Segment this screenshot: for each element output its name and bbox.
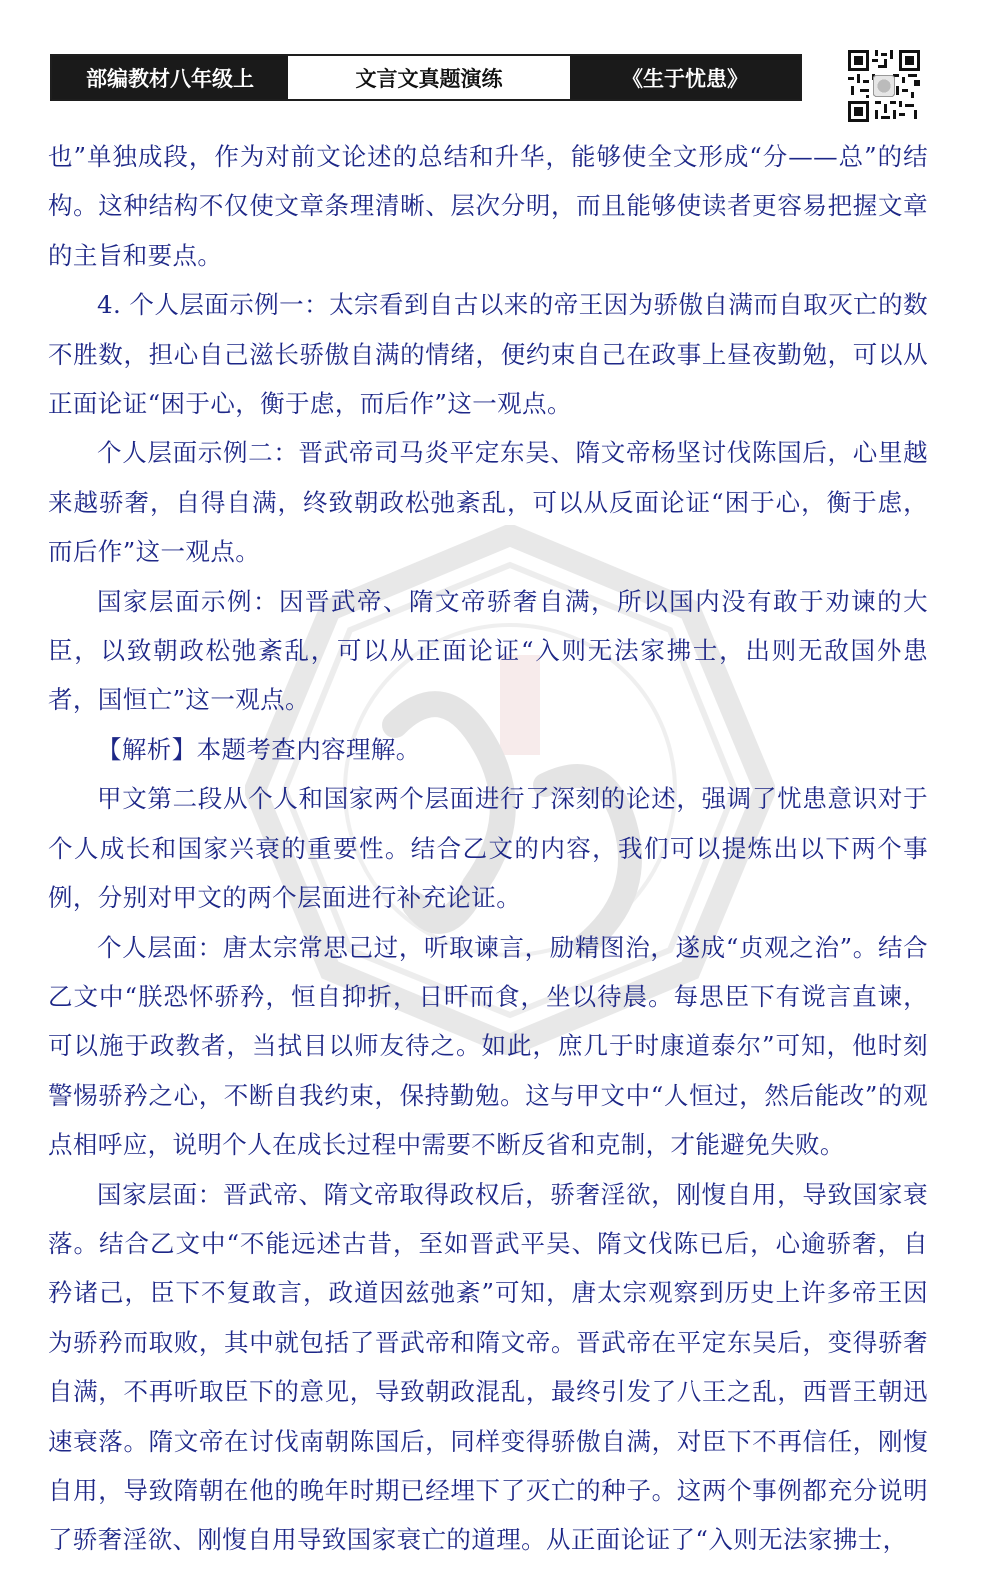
header-section-title: 文言文真题演练: [288, 56, 570, 99]
paragraph-answer-4: 4. 个人层面示例一：太宗看到自古以来的帝王因为骄傲自满而自取灭亡的数不胜数，担心自己滋长骄傲自满的情绪，便约束自己在政事上昼夜勤勉，可以从正面论证“困于心，衡于虑，而后作”这一观点。: [48, 290, 928, 419]
paragraph-national-example: 国家层面示例：因晋武帝、隋文帝骄奢自满，所以国内没有敢于劝谏的大臣，以致朝政松弛紊乱，可以从正面论证“入则无法家拂士，出则无敌国外患者，国恒亡”这一观点。: [48, 586, 928, 715]
paragraph-analysis-heading: 【解析】本题考查内容理解。: [97, 734, 421, 764]
paragraph-example-2: 个人层面示例二：晋武帝司马炎平定东吴、隋文帝杨坚讨伐陈国后，心里越来越骄奢，自得自满，终致朝政松弛紊乱，可以从反面论证“困于心，衡于虑，而后作”这一观点。: [48, 438, 928, 567]
paragraph-analysis-intro: 甲文第二段从个人和国家两个层面进行了深刻的论述，强调了忧患意识对于个人成长和国家兴衰的重要性。结合乙文的内容，我们可以提炼出以下两个事例，分别对甲文的两个层面进行补充论证。: [48, 784, 928, 913]
header-grade-label: 部编教材八年级上: [52, 56, 288, 99]
paragraph-continuation: 也”单独成段，作为对前文论述的总结和升华，能够使全文形成“分——总”的结构。这种结构不仅使文章条理清晰、层次分明，而且能够使读者更容易把握文章的主旨和要点。: [48, 142, 928, 270]
paragraph-personal-level: 个人层面：唐太宗常思己过，听取谏言，励精图治，遂成“贞观之治”。结合乙文中“朕恐怀骄矜，恒自抑折，日旰而食，坐以待晨。每思臣下有谠言直谏，可以施于政教者，当拭目以师友待之。如此，庶几于时康道泰尔”可知，他时刻警惕骄矜之心，不断自我约束，保持勤勉。这与甲文中“人恒过，然后能改”的观点相呼应，说明个人在成长过程中需要不断反省和克制，才能避免失败。: [48, 932, 928, 1160]
qr-code-icon: [848, 50, 920, 122]
header-lesson-title: 《生于忧患》: [570, 56, 800, 99]
paragraph-national-level: 国家层面：晋武帝、隋文帝取得政权后，骄奢淫欲，刚愎自用，导致国家衰落。结合乙文中“不能远述古昔，至如晋武平吴、隋文伐陈已后，心逾骄奢，自矜诸己，臣下不复敢言，政道因兹弛紊”可知，唐太宗观察到历史上许多帝王因为骄矜而取败，其中就包括了晋武帝和隋文帝。晋武帝在平定东吴后，变得骄奢自满，不再听取臣下的意见，导致朝政混乱，最终引发了八王之乱，西晋王朝迅速衰落。隋文帝在讨伐南朝陈国后，同样变得骄傲自满，对臣下不再信任，刚愎自用，导致隋朝在他的晚年时期已经埋下了灭亡的种子。这两个事例都充分说明了骄奢淫欲、刚愎自用导致国家衰亡的道理。从正面论证了“入则无法家拂士，: [48, 1179, 928, 1555]
page-header-bar: [50, 54, 802, 101]
document-body: [48, 132, 928, 1565]
